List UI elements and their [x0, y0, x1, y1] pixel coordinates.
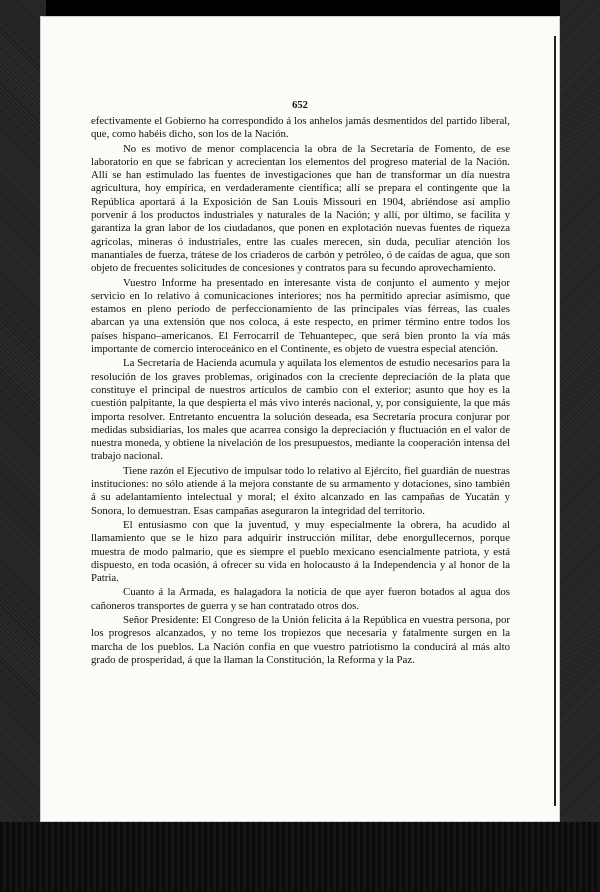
paragraph: Señor Presidente: El Congreso de la Unión felicita á la República en vuestra persona, por los progresos alcanzados, y no teme los tropiezos que necesaria y fatalmente surgen en la marcha de los pueblos. La Nación confía en que vuestro patriotismo la conducirá al más alto grado de prosperidad, á que la llaman la Constitución, la Reforma y la Paz.: [91, 613, 510, 666]
paragraph: El entusiasmo con que la juventud, y muy especialmente la obrera, ha acudido al llamamiento que se le hizo para adquirir instrucción militar, debe enorgullecernos, porque muestra de modo palmario, que es siempre el pueblo mexicano esencialmente patriota, y está dispuesto, en toda ocasión, á ofrecer su vida en holocausto á la Independencia y al honor de la Patria.: [91, 518, 510, 585]
page-number: 652: [292, 100, 308, 111]
paragraph: No es motivo de menor complacencia la obra de la Secretaría de Fomento, de ese laboratorio en que se fabrican y acrecientan los elementos del progreso material de la Nación. Allí se han estimulado las fuentes de investigaciones que han de transformar un día nuestra agricultura, hoy empírica, en verdaderamente científica; allí se prepara el contingente que la República aportará á la Exposición de San Louis Missouri en 1904, abriéndose así amplio porvenir á los productos industriales y naturales de la Nación; y allí, por último, se facilita y garantiza la gran labor de los ciudadanos, que ponen en explotación nuevas fuentes de riqueza agrícolas, mineras ó industriales, entre las cuales merecen, sin duda, peculiar atención los manantiales de fuerza, trátese de los criaderos de carbón y petróleo, ó de caídas de agua, que son objeto de frecuentes solicitudes de concesiones y contratos para su fecundo aprovechamiento.: [91, 142, 510, 275]
scan-border-right: [560, 0, 600, 892]
paragraph: Cuanto á la Armada, es halagadora la noticia de que ayer fueron botados al agua dos cañoneros transportes de guerra y se han contratado otros dos.: [91, 586, 510, 612]
page-edge-line: [554, 36, 556, 806]
page-body: [91, 115, 510, 668]
paragraph: Tiene razón el Ejecutivo de impulsar todo lo relativo al Ejército, fiel guardián de nuestras instituciones: no sólo atiende á la mejora constante de su armamento y dotaciones, sino también á su adelantamiento intelectual y moral; el éxito alcanzado en las campañas de Yucatán y Sonora, lo demuestran. Esas campañas aseguraron la integridad del territorio.: [91, 464, 510, 517]
scan-border-bottom: [0, 822, 600, 892]
paragraph: efectivamente el Gobierno ha correspondido á los anhelos jamás desmentidos del partido liberal, que, como habéis dicho, son los de la Nación.: [91, 115, 510, 141]
document-page: [40, 16, 560, 822]
paragraph: La Secretaría de Hacienda acumula y aquilata los elementos de estudio necesarios para la resolución de los graves problemas, originados con la creciente depreciación de la plata que constituye el principal de nuestros artículos de cambio con el exterior; asunto que hoy es la cuestión palpitante, la que despierta el más vivo interés nacional, y, por consiguiente, la que más importa resolver. Entretanto encuentra la solución deseada, esa Secretaría procura conjurar por medidas subsidiarias, los males que acarrea consigo la depreciación y fluctuación en el valor de nuestra moneda, y obtiene la nivelación de los presupuestos, mediante la cooperación intensa del trabajo nacional.: [91, 357, 510, 463]
paragraph: Vuestro Informe ha presentado en interesante vista de conjunto el aumento y mejor servicio en lo relativo á comunicaciones interiores; nos ha permitido apreciar asímismo, que estamos en pleno período de perfeccionamiento de las principales vías férreas, las cuales abarcan ya una extensión que nos coloca, á este respecto, en primer término entre todos los países hispano–americanos. El Ferrocarril de Tehuantepec, que será bien pronto la vía más importante de comercio interoceánico en el Continente, es objeto de vuestra especial atención.: [91, 276, 510, 356]
